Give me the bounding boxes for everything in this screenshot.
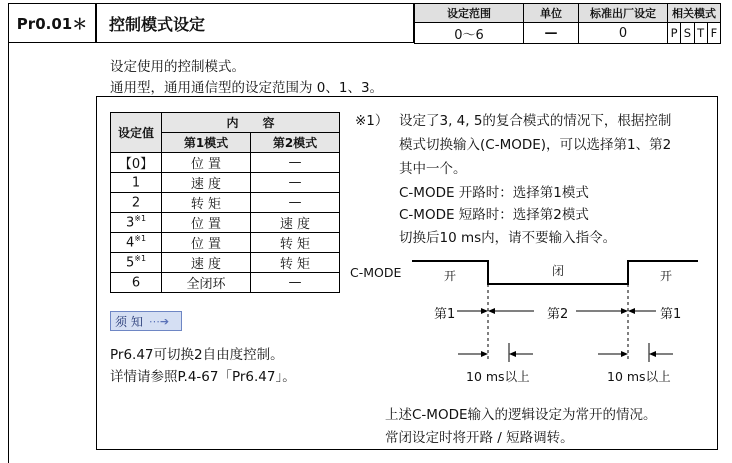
- intro-line-1: 设定使用的控制模式。: [110, 59, 245, 75]
- mode1-cell: 全闭环: [162, 273, 251, 293]
- mode1-cell: 转 矩: [162, 193, 251, 213]
- arrowhead: [481, 351, 488, 357]
- mode2-cell: 转 矩: [251, 233, 340, 253]
- note-line-6: 切换后10 ms内，请不要输入指令。: [399, 230, 617, 246]
- mode1-cell: 位 置: [162, 233, 251, 253]
- mode2-cell: 速 度: [251, 213, 340, 233]
- content-header: 内 容: [162, 113, 340, 133]
- mode-t: T: [695, 23, 708, 43]
- mode-label-left: 第1: [434, 307, 456, 322]
- range-value: 0～6: [415, 23, 524, 44]
- mode-label-right: 第1: [660, 307, 682, 322]
- note-line-1: 设定了3, 4, 5的复合模式的情况下，根据控制: [399, 113, 672, 129]
- footer-line-2: 常闭设定时将开路 / 短路调转。: [385, 430, 574, 446]
- mode2-cell: —: [251, 273, 340, 293]
- unit-value: —: [524, 23, 579, 44]
- setting-value: 6: [111, 273, 162, 293]
- note-line-5: C-MODE 短路时：选择第2模式: [399, 207, 589, 223]
- setting-value: 4$^{※1}$: [111, 233, 162, 253]
- parameter-title: 控制模式设定: [96, 3, 414, 43]
- mode-p: P: [668, 23, 681, 43]
- setting-value: 3$^{※1}$: [111, 213, 162, 233]
- dotted-arrow-icon: ⋯➔: [148, 314, 170, 328]
- default-value: 0: [579, 23, 668, 44]
- setting-value: 1: [111, 173, 162, 193]
- note-line-2: 模式切换输入(C-MODE)，可以选择第1、第2: [399, 137, 672, 153]
- mode2-cell: 转 矩: [251, 253, 340, 273]
- signal-label: C-MODE: [350, 265, 402, 280]
- arrowhead: [628, 308, 635, 314]
- intro-line-2: 通用型，通用通信型的设定范围为 0、1、3。: [110, 80, 384, 96]
- delay-label-1: 10 ms以上: [466, 369, 530, 384]
- mode2-cell: —: [251, 193, 340, 213]
- notice-label: 须 知: [115, 314, 143, 329]
- arrowhead: [621, 351, 628, 357]
- arrowhead: [481, 308, 488, 314]
- notice-line-1: Pr6.47可切换2自由度控制。: [110, 347, 284, 363]
- arrowhead: [488, 308, 495, 314]
- state-open-1: 开: [444, 269, 457, 283]
- arrowhead: [649, 351, 656, 357]
- default-header: 标准出厂设定: [579, 4, 668, 23]
- unit-header: 单位: [524, 4, 579, 23]
- setting-value: 2: [111, 193, 162, 213]
- mode-f: F: [710, 26, 718, 40]
- mode2-cell: —: [251, 173, 340, 193]
- footer-line-1: 上述C-MODE输入的逻辑设定为常开的情况。: [385, 407, 657, 423]
- mode-s: S: [681, 23, 694, 43]
- state-closed: 闭: [552, 264, 565, 278]
- state-open-2: 开: [660, 269, 673, 283]
- mode2-header: 第2模式: [251, 133, 340, 153]
- arrowhead: [509, 351, 516, 357]
- mode-label-middle: 第2: [547, 307, 569, 322]
- note-line-4: C-MODE 开路时：选择第1模式: [399, 185, 589, 201]
- arrowhead: [621, 308, 628, 314]
- note-line-3: 其中一个。: [399, 161, 467, 177]
- mode1-header: 第1模式: [162, 133, 251, 153]
- mode1-cell: 位 置: [162, 153, 251, 173]
- setting-value-header: 设定值: [111, 113, 162, 153]
- mode1-cell: 速 度: [162, 173, 251, 193]
- setting-value: 【0】: [111, 153, 162, 173]
- mode1-cell: 位 置: [162, 213, 251, 233]
- delay-label-2: 10 ms以上: [607, 369, 671, 384]
- modes-header: 相关模式: [668, 4, 721, 23]
- mode1-cell: 速 度: [162, 253, 251, 273]
- range-header: 设定范围: [415, 4, 524, 23]
- parameter-id: Pr0.01＊: [8, 3, 96, 43]
- note-mark: ※1）: [355, 113, 389, 129]
- mode2-cell: —: [251, 153, 340, 173]
- notice-line-2: 详情请参照P.4-67「Pr6.47」。: [110, 369, 296, 385]
- setting-value: 5$^{※1}$: [111, 253, 162, 273]
